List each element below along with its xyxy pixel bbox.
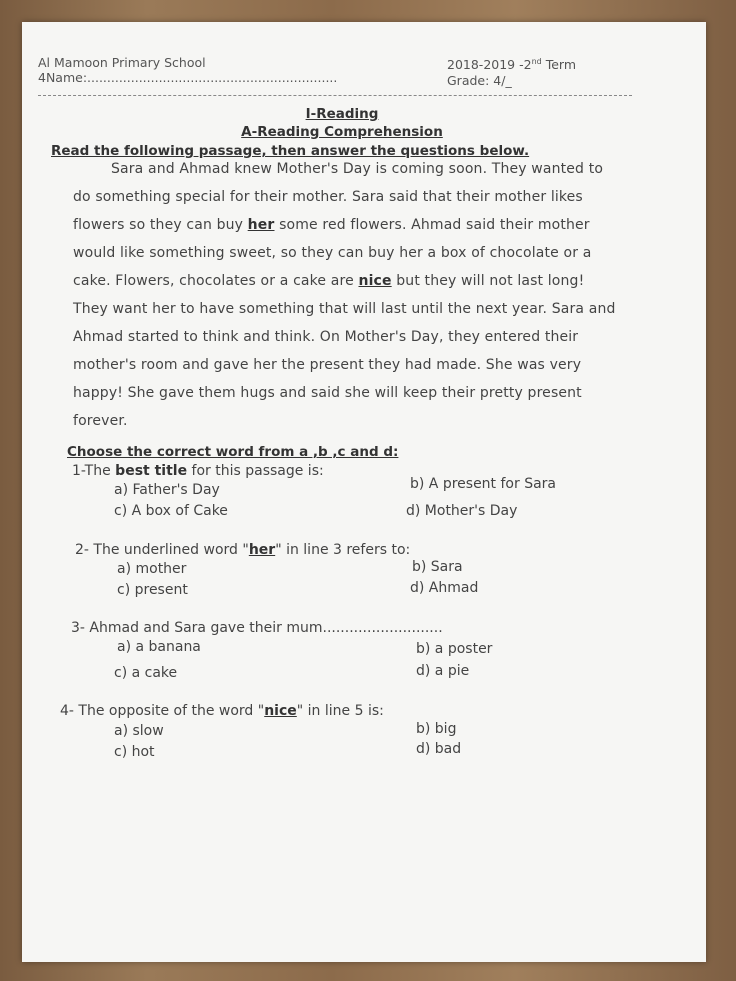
q4-option-b: b) big: [416, 721, 457, 737]
passage-line-4: would like something sweet, so they can buy her a box of chocolate or a: [73, 245, 592, 261]
q3-option-d: d) a pie: [416, 663, 470, 679]
question-2: 2- The underlined word "her" in line 3 refers to:: [75, 542, 411, 558]
q2-option-d: d) Ahmad: [410, 580, 479, 596]
q2-option-a: a) mother: [117, 561, 187, 577]
passage-line-3: flowers so they can buy her some red flowers. Ahmad said their mother: [73, 217, 590, 233]
subsection-title: A-Reading Comprehension: [241, 124, 443, 140]
header-divider: [38, 95, 632, 96]
underlined-word-her: her: [247, 217, 275, 233]
passage-line-8: mother's room and gave her the present they had made. She was very: [73, 357, 582, 373]
q3-option-c: c) a cake: [114, 665, 178, 681]
question-1: 1-The best title for this passage is:: [72, 463, 324, 479]
passage-line-7: Ahmad started to think and think. On Mother's Day, they entered their: [73, 329, 579, 345]
grade-field: Grade: 4/_: [447, 73, 512, 88]
passage-line-10: forever.: [73, 413, 128, 429]
question-4: 4- The opposite of the word "nice" in line 5 is:: [60, 703, 384, 719]
passage-line-5: cake. Flowers, chocolates or a cake are nice but they will not last long!: [73, 273, 585, 289]
underlined-word-nice: nice: [358, 273, 392, 289]
q4-option-d: d) bad: [416, 741, 462, 757]
q3-option-a: a) a banana: [117, 639, 201, 655]
passage-line-9: happy! She gave them hugs and said she will keep their pretty present: [73, 385, 582, 401]
q1-option-a: a) Father's Day: [114, 482, 220, 498]
passage-line-6: They want her to have something that will last until the next year. Sara and: [73, 301, 616, 317]
school-name: Al Mamoon Primary School: [38, 55, 206, 70]
q1-option-b: b) A present for Sara: [410, 476, 556, 492]
q1-option-d: d) Mother's Day: [406, 503, 518, 519]
q2-option-c: c) present: [117, 582, 188, 598]
instruction: Read the following passage, then answer the questions below.: [51, 143, 530, 159]
q4-option-a: a) slow: [114, 723, 164, 739]
passage-line-2: do something special for their mother. Sara said that their mother likes: [73, 189, 583, 205]
q2-option-b: b) Sara: [412, 559, 463, 575]
worksheet-page: [22, 22, 706, 962]
name-field: 4Name:...............................................................: [38, 70, 338, 85]
q3-option-b: b) a poster: [416, 641, 493, 657]
passage-line-1: Sara and Ahmad knew Mother's Day is coming soon. They wanted to: [111, 161, 604, 177]
year-term: 2018-2019 -2nd Term: [447, 57, 577, 73]
q1-option-c: c) A box of Cake: [114, 503, 228, 519]
section-title: I-Reading: [305, 106, 379, 122]
question-3: 3- Ahmad and Sara gave their mum...........................: [71, 620, 443, 636]
questions-header: Choose the correct word from a ,b ,c and d:: [67, 444, 399, 460]
q4-option-c: c) hot: [114, 744, 155, 760]
